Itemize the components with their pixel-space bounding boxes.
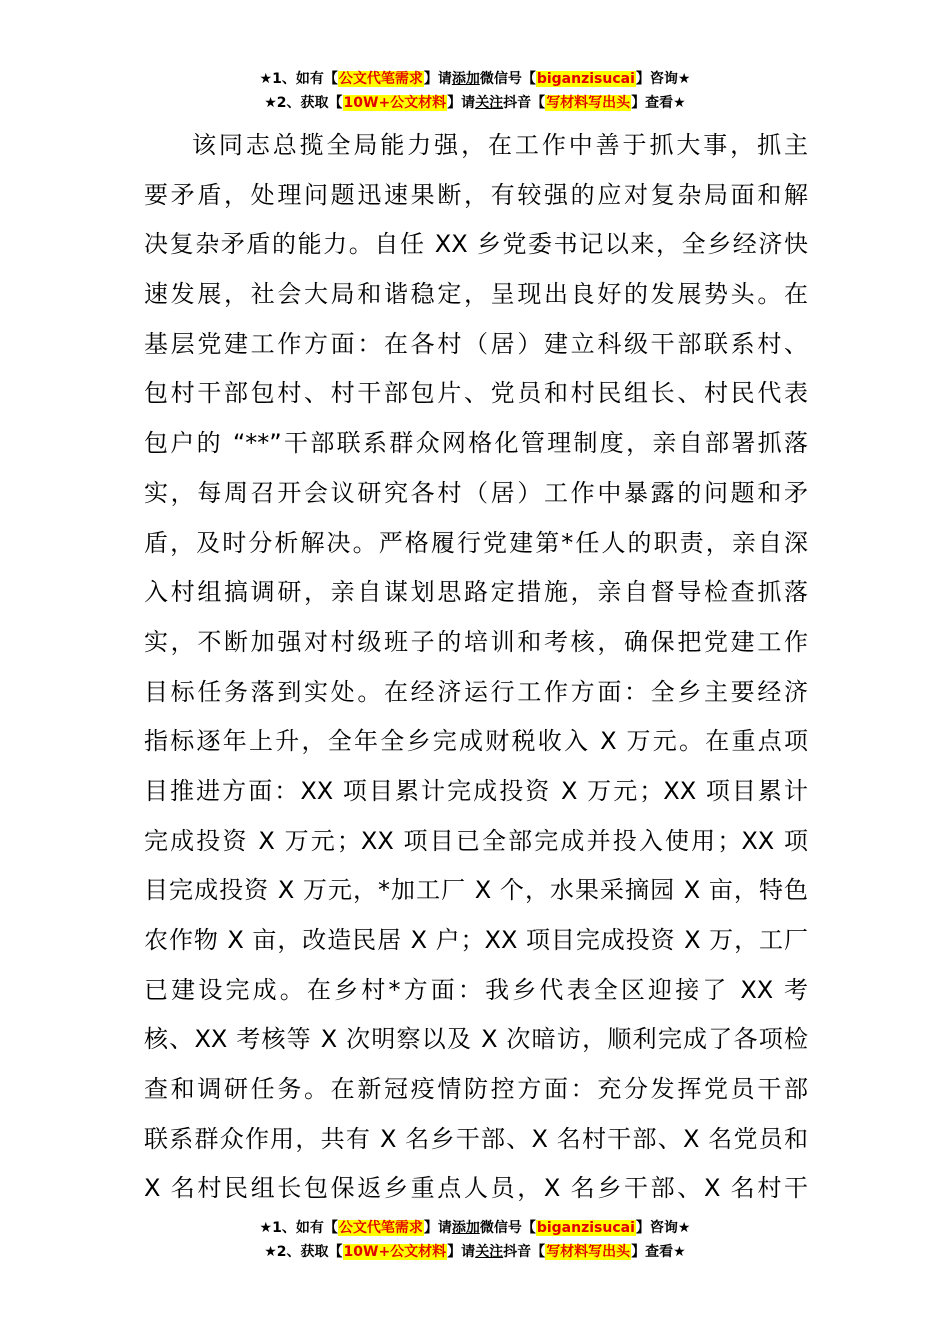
paragraph-line: 包户的 “**”干部联系群众网格化管理制度，亲自部署抓落: [144, 429, 808, 458]
banner-text: 】咨询★: [635, 71, 691, 87]
banner-line-2: [0, 1240, 950, 1264]
banner-line-1: [0, 1216, 950, 1240]
banner-line-2: [0, 91, 950, 115]
banner-text: 微信号【: [479, 1220, 536, 1236]
banner-highlight: 公文代笔需求: [338, 71, 423, 87]
paragraph-line: 盾，及时分析解决。严格履行党建第*任人的职责，亲自深: [144, 528, 808, 557]
footer-banner: [0, 1216, 950, 1264]
banner-text: 】查看★: [631, 1244, 686, 1260]
paragraph-line: 包村干部包村、村干部包片、党员和村民组长、村民代表: [144, 379, 808, 408]
banner-text: 】请: [447, 1244, 476, 1260]
paragraph-line: 农作物 X 亩，改造民居 X 户；XX 项目完成投资 X 万，工厂: [144, 926, 808, 954]
header-banner: [0, 67, 950, 115]
paragraph-line: 要矛盾，处理问题迅速果断，有较强的应对复杂局面和解: [144, 180, 808, 209]
banner-highlight: biganzisucai: [536, 71, 635, 87]
banner-underline: 关注: [475, 1244, 504, 1260]
paragraph-line: 完成投资 X 万元；XX 项目已全部完成并投入使用；XX 项: [144, 826, 808, 855]
banner-text: ★1、如有【: [259, 71, 338, 87]
banner-text: 微信号【: [479, 71, 536, 87]
paragraph-line: 实，每周召开会议研究各村（居）工作中暴露的问题和矛: [144, 478, 808, 507]
banner-highlight: 10W+公文材料: [343, 1244, 447, 1260]
banner-highlight: biganzisucai: [536, 1220, 635, 1236]
paragraph-line: 该同志总揽全局能力强，在工作中善于抓大事，抓主: [192, 131, 808, 159]
paragraph-line: 核、XX 考核等 X 次明察以及 X 次暗访，顺利完成了各项检: [144, 1025, 808, 1054]
banner-text: 】查看★: [631, 95, 686, 111]
banner-text: 】咨询★: [635, 1220, 691, 1236]
banner-text: 抖音【: [503, 1244, 546, 1260]
banner-text: ★2、获取【: [264, 1244, 343, 1260]
paragraph-line: 联系群众作用，共有 X 名乡干部、X 名村干部、X 名党员和: [144, 1124, 808, 1153]
paragraph-line: X 名村民组长包保返乡重点人员，X 名乡干部、X 名村干: [144, 1174, 808, 1203]
banner-underline: 添加: [451, 71, 480, 87]
banner-highlight: 公文代笔需求: [338, 1220, 423, 1236]
paragraph-line: 目标任务落到实处。在经济运行工作方面：全乡主要经济: [144, 677, 808, 706]
banner-underline: 关注: [475, 95, 504, 111]
banner-text: ★2、获取【: [264, 95, 343, 111]
banner-text: 抖音【: [503, 95, 546, 111]
paragraph-line: 指标逐年上升，全年全乡完成财税收入 X 万元。在重点项: [144, 727, 808, 756]
body-paragraph: [144, 121, 808, 1214]
banner-text: 】请: [423, 71, 452, 87]
paragraph-line: 基层党建工作方面：在各村（居）建立科级干部联系村、: [144, 329, 808, 358]
banner-highlight: 写材料写出头: [546, 1244, 631, 1260]
banner-text: 】请: [447, 95, 476, 111]
paragraph-line: 决复杂矛盾的能力。自任 XX 乡党委书记以来，全乡经济快: [144, 230, 808, 259]
banner-line-1: [0, 67, 950, 91]
banner-highlight: 10W+公文材料: [343, 95, 447, 111]
banner-underline: 添加: [451, 1220, 480, 1236]
paragraph-line: 已建设完成。在乡村*方面：我乡代表全区迎接了 XX 考: [144, 975, 808, 1004]
banner-highlight: 写材料写出头: [546, 95, 631, 111]
paragraph-line: 入村组搞调研，亲自谋划思路定措施，亲自督导检查抓落: [144, 578, 808, 607]
paragraph-line: 目完成投资 X 万元，*加工厂 X 个，水果采摘园 X 亩，特色: [144, 876, 808, 905]
paragraph-line: 目推进方面：XX 项目累计完成投资 X 万元；XX 项目累计: [144, 776, 808, 805]
paragraph-line: 速发展，社会大局和谐稳定，呈现出良好的发展势头。在: [144, 280, 808, 309]
paragraph-line: 实，不断加强对村级班子的培训和考核，确保把党建工作: [144, 627, 808, 656]
banner-text: ★1、如有【: [259, 1220, 338, 1236]
banner-text: 】请: [423, 1220, 452, 1236]
paragraph-line: 查和调研任务。在新冠疫情防控方面：充分发挥党员干部: [144, 1075, 808, 1104]
